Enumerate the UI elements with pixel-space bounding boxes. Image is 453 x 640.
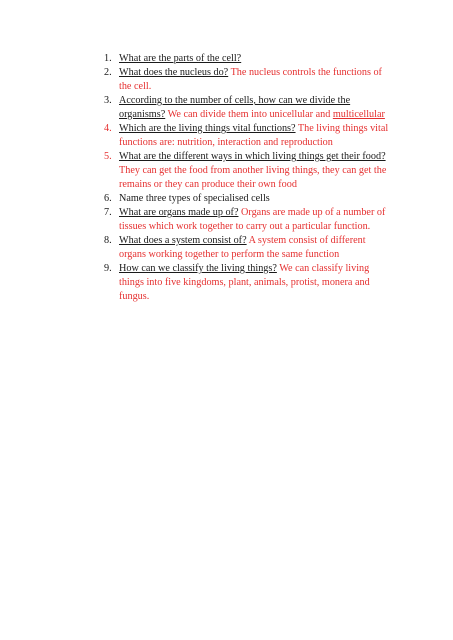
list-item — [104, 262, 394, 304]
answer-text: The nucleus controls the functions of the cell. — [119, 67, 382, 92]
list-item — [104, 206, 394, 234]
item-number: 2. — [104, 67, 112, 78]
answer-underlined-text: multicellular — [332, 109, 385, 120]
answer-text: Organs are made up of a number of tissues which work together to carry out a particular function. — [119, 207, 386, 232]
answer-text: The living things vital functions are: nutrition, interaction and reproduction — [119, 123, 389, 148]
question-text: Which are the living things vital functions? — [119, 123, 296, 134]
item-number: 1. — [104, 53, 112, 64]
question-text: What does the nucleus do? — [119, 67, 229, 78]
answer-text: A system consist of different organs working together to perform the same function — [119, 235, 366, 260]
question-text: What are the different ways in which living things get their food? — [119, 151, 386, 162]
item-number: 7. — [104, 207, 112, 218]
question-text: What are the parts of the cell? — [119, 53, 242, 64]
question-text: What are organs made up of? — [119, 207, 239, 218]
item-number: 3. — [104, 95, 112, 106]
list-item — [104, 94, 394, 122]
answer-text: We can classify living things into five kingdoms, plant, animals, protist, monera and fungus. — [119, 263, 370, 302]
question-list — [104, 52, 394, 304]
question-text: Name three types of specialised cells — [119, 193, 270, 204]
item-number: 9. — [104, 263, 112, 274]
answer-text: They can get the food from another living things, they can get the remains or they can produce their own food — [119, 165, 387, 190]
item-number: 6. — [104, 193, 112, 204]
item-number: 5. — [104, 151, 112, 162]
list-item — [104, 192, 394, 206]
question-text: How can we classify the living things? — [119, 263, 277, 274]
list-item — [104, 150, 394, 192]
answer-text: We can divide them into unicellular and — [167, 109, 331, 120]
question-text: According to the number of cells, how can we divide the organisms? — [119, 95, 351, 120]
item-number: 8. — [104, 235, 112, 246]
list-item — [104, 52, 394, 66]
list-item — [104, 66, 394, 94]
list-item — [104, 234, 394, 262]
list-item — [104, 122, 394, 150]
question-text: What does a system consist of? — [119, 235, 247, 246]
item-number: 4. — [104, 123, 112, 134]
